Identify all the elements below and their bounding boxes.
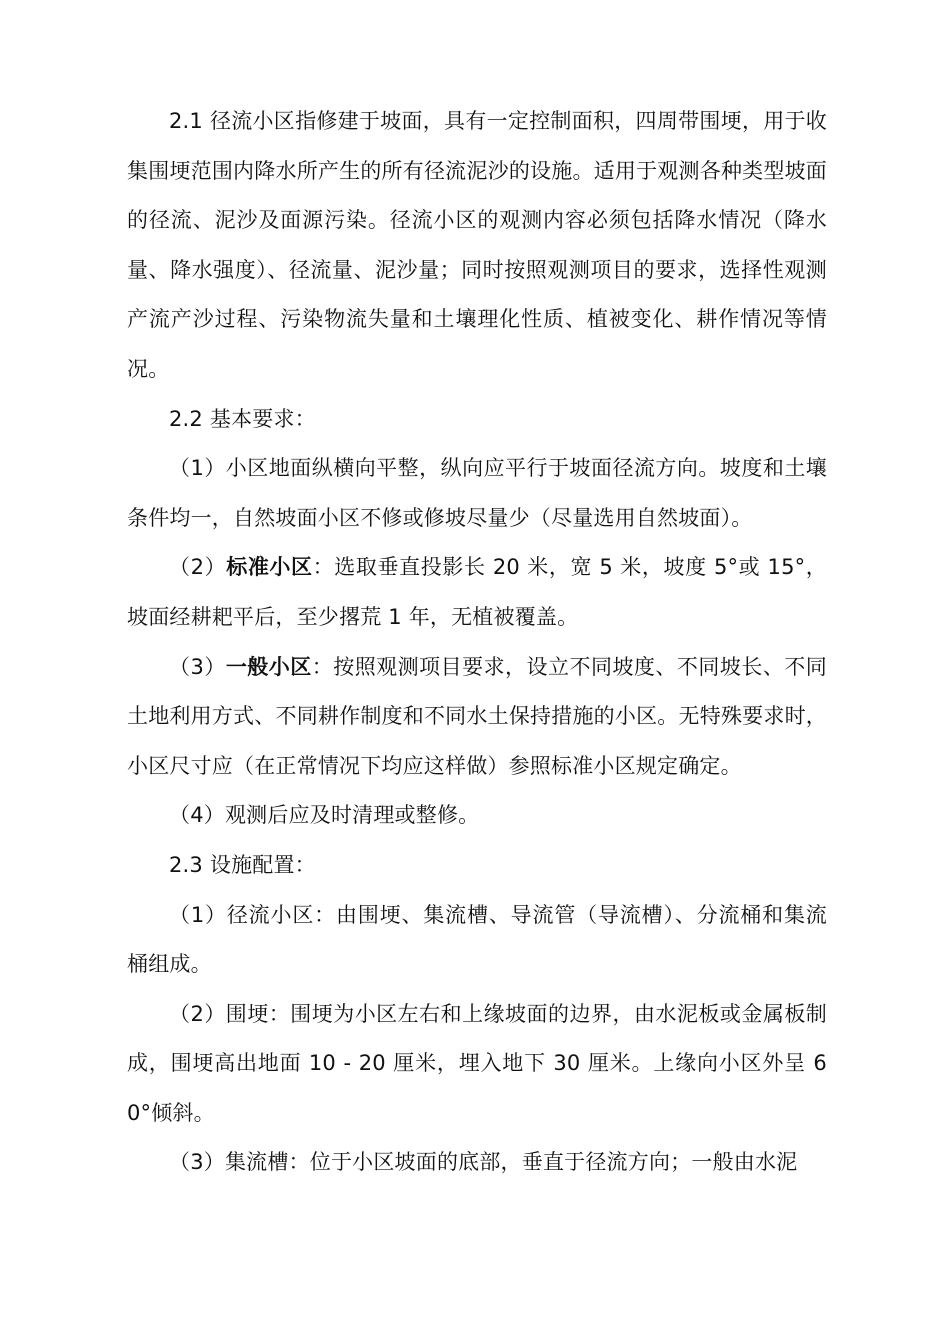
bold-term-standard-plot: 标准小区 — [226, 555, 313, 580]
paragraph-requirement-3 — [127, 643, 827, 792]
item-number: （3） — [169, 654, 226, 679]
document-page — [127, 97, 827, 1188]
item-text: ：按照观测项目要求，设立不同坡度、不同坡长、不同土地利用方式、不同耕作制度和不同水土保持措施的小区。无特殊要求时，小区尺寸应（在正常情况下均应这样做）参照标准小区规定确定。 — [127, 654, 827, 778]
item-number: （2） — [169, 555, 227, 580]
paragraph-facility-1: （1）径流小区：由围埂、集流槽、导流管（导流槽）、分流桶和集流桶组成。 — [127, 902, 827, 977]
paragraph-requirement-4: （4）观测后应及时清理或整修。 — [169, 803, 480, 828]
paragraph-2-1: 2.1 径流小区指修建于坡面，具有一定控制面积，四周带围埂，用于收集围埂范围内降水所产生的所有径流泥沙的设施。适用于观测各种类型坡面的径流、泥沙及面源污染。径流小区的观测内容必须包括降水情况（降水量、降水强度）、径流量、泥沙量；同时按照观测项目的要求，选择性观测产流产沙过程、污染物流失量和土壤理化性质、植被变化、耕作情况等情况。 — [127, 109, 827, 381]
heading-2-3: 2.3 设施配置： — [169, 852, 316, 877]
paragraph-facility-3: （3）集流槽：位于小区坡面的底部，垂直于径流方向；一般由水泥 — [169, 1150, 798, 1175]
paragraph-facility-2: （2）围埂：围埂为小区左右和上缘坡面的边界，由水泥板或金属板制成，围埂高出地面 10 - 20 厘米，埋入地下 30 厘米。上缘向小区外呈 60°倾斜。 — [127, 1001, 827, 1125]
paragraph-requirement-1: （1）小区地面纵横向平整，纵向应平行于坡面径流方向。坡度和土壤条件均一，自然坡面小区不修或修坡尽量少（尽量选用自然坡面）。 — [127, 456, 827, 530]
bold-term-general-plot: 一般小区 — [225, 654, 312, 679]
paragraph-requirement-2 — [127, 543, 827, 642]
heading-2-2: 2.2 基本要求： — [169, 406, 316, 431]
item-text: ：选取垂直投影长 20 米，宽 5 米，坡度 5°或 15°，坡面经耕耙平后，至少撂荒 1 年，无植被覆盖。 — [127, 555, 827, 629]
